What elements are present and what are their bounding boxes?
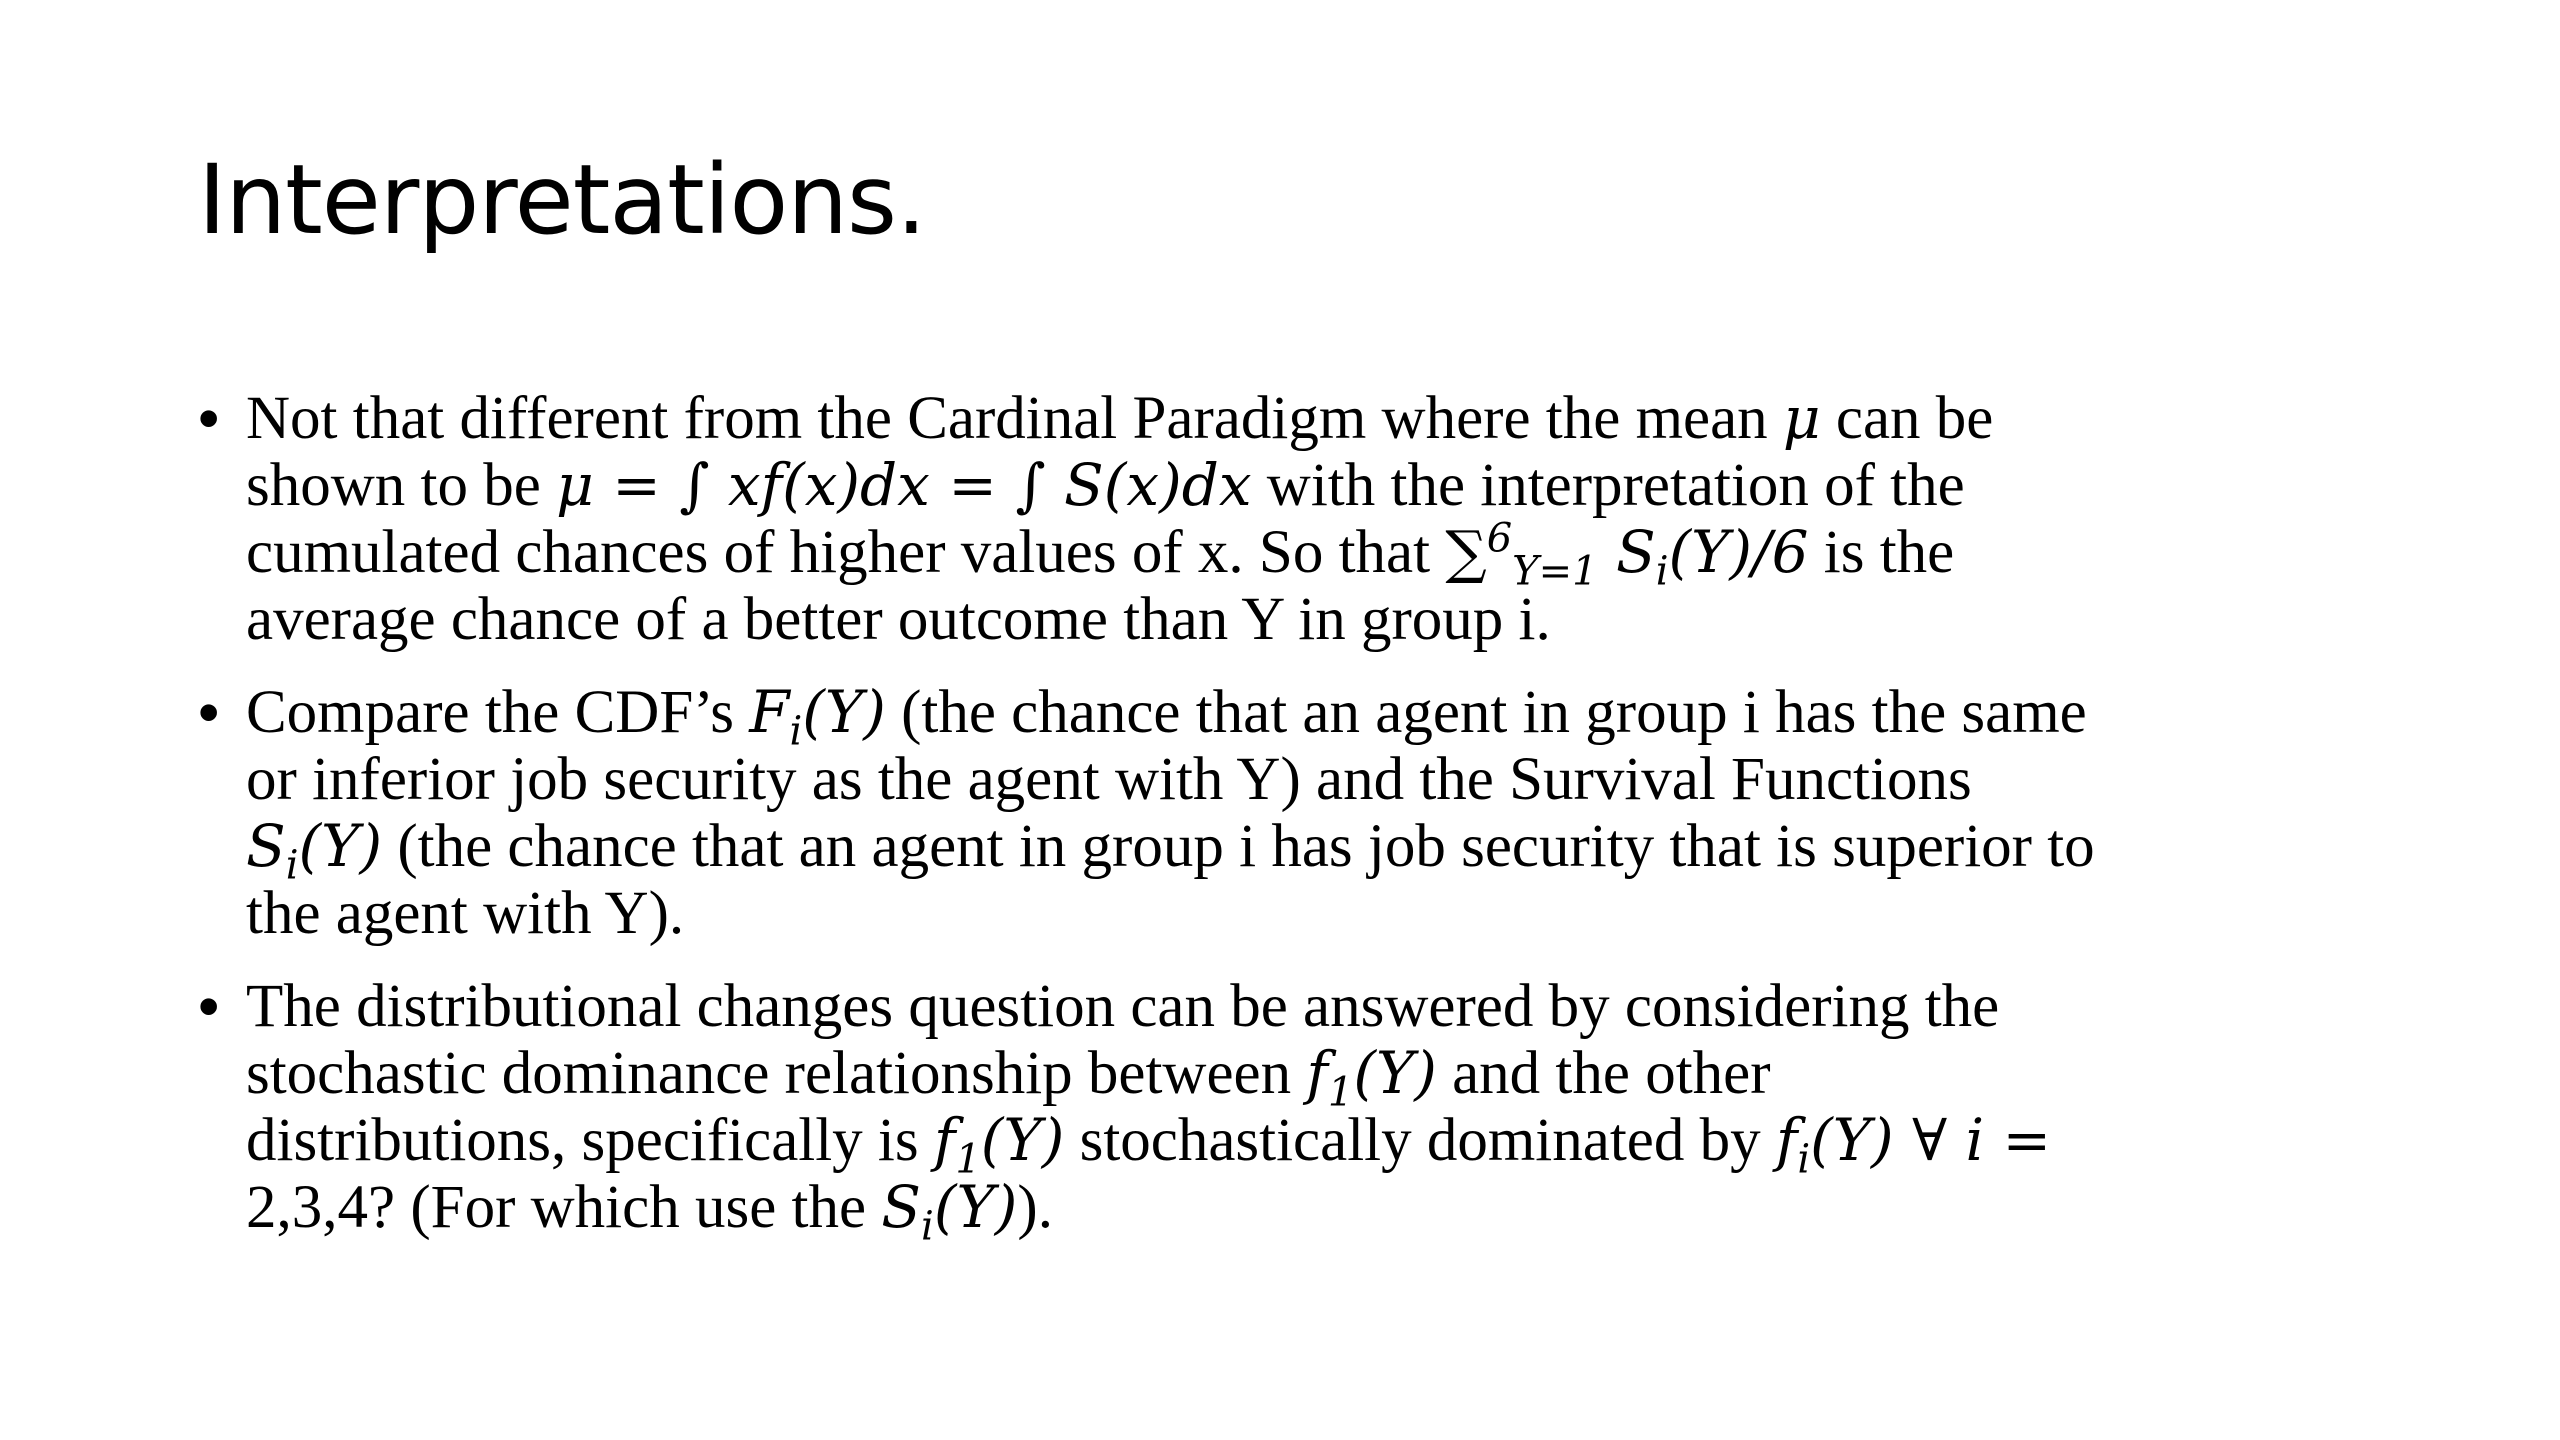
math-run: μ xyxy=(1782,384,1821,452)
text-run: Compare the CDF’s xyxy=(246,679,750,746)
math-symbol: S xyxy=(881,1173,922,1241)
math-symbol: (Y)/6 xyxy=(1668,518,1809,586)
text-run: shown to be xyxy=(246,452,557,519)
text-run: cumulated chances of higher values of x. So that xyxy=(246,519,1446,586)
subscript: 1 xyxy=(955,1136,981,1183)
math-run xyxy=(1775,1106,2052,1183)
text-run: ). xyxy=(1017,1174,1053,1241)
text-line xyxy=(246,880,2398,947)
text-line xyxy=(246,452,2398,519)
bullet-item xyxy=(198,972,2398,1250)
text-run: and the other xyxy=(1436,1040,1771,1107)
bullet-item xyxy=(198,385,2398,653)
math-symbol: (Y) ∀ i = xyxy=(1810,1106,2052,1174)
text-line xyxy=(246,678,2398,755)
math-run xyxy=(749,678,886,755)
math-symbol: f xyxy=(933,1106,956,1174)
text-run: is the xyxy=(1808,519,1955,586)
text-run: with the interpretation of the xyxy=(1251,452,1965,519)
math-run xyxy=(881,1173,1018,1250)
slide-title: Interpretations. xyxy=(198,144,926,256)
math-run xyxy=(246,812,383,889)
text-run: can be xyxy=(1820,385,1994,452)
subscript: 1 xyxy=(1327,1069,1354,1116)
text-run: The distributional changes question can be answered by considering the xyxy=(246,973,2000,1040)
math-run xyxy=(1445,515,1809,595)
subscript: i xyxy=(921,1203,934,1250)
subscript: i xyxy=(1655,548,1669,595)
math-symbol: S xyxy=(246,812,286,880)
text-line xyxy=(246,973,2398,1040)
text-run: stochastic dominance relationship between xyxy=(246,1040,1307,1107)
text-run: 2,3,4? (For which use the xyxy=(246,1174,882,1241)
math-symbol: S xyxy=(1597,518,1656,586)
text-run: or inferior job security as the agent with Y) and the Survival Functions xyxy=(246,746,1972,813)
bullet-list xyxy=(198,385,2398,1267)
math-symbol: (Y) xyxy=(298,812,383,880)
text-run: stochastically dominated by xyxy=(1064,1107,1776,1174)
text-line xyxy=(246,1039,2398,1116)
bullet-dot-icon: • xyxy=(198,972,220,1040)
bullet-item xyxy=(198,679,2398,947)
text-line xyxy=(246,812,2398,889)
subscript: i xyxy=(285,842,299,889)
text-line xyxy=(246,385,2398,452)
math-symbol: (Y) xyxy=(933,1173,1018,1241)
text-run: (the chance that an agent in group i has job security that is superior to xyxy=(382,813,2095,880)
math-symbol: f xyxy=(1306,1039,1328,1107)
text-line xyxy=(246,1106,2398,1183)
subscript: i xyxy=(789,708,803,755)
bullet-dot-icon: • xyxy=(198,678,220,746)
text-run: distributions, specifically is xyxy=(246,1107,934,1174)
bullet-dot-icon: • xyxy=(198,384,220,452)
math-symbol: F xyxy=(749,678,790,746)
text-line xyxy=(246,586,2398,653)
math-run xyxy=(1306,1039,1437,1116)
text-run: average chance of a better outcome than Y in group i. xyxy=(246,586,1551,653)
math-symbol: (Y) xyxy=(1353,1039,1437,1107)
text-run: Not that different from the Cardinal Paradigm where the mean xyxy=(246,385,1783,452)
superscript: 6 xyxy=(1486,515,1513,562)
math-symbol: (Y) xyxy=(980,1106,1065,1174)
text-run: (the chance that an agent in group i has the same xyxy=(885,679,2087,746)
subscript: i xyxy=(1797,1136,1811,1183)
text-line xyxy=(246,1173,2398,1250)
text-line xyxy=(246,746,2398,813)
math-run xyxy=(933,1106,1065,1183)
math-symbol: f xyxy=(1775,1106,1798,1174)
text-line xyxy=(246,515,2398,595)
math-symbol: (Y) xyxy=(802,678,886,746)
text-run: the agent with Y). xyxy=(246,880,685,947)
subscript: Y=1 xyxy=(1512,548,1598,595)
math-run: μ = ∫ xf(x)dx = ∫ S(x)dx xyxy=(556,451,1252,519)
sum-symbol: ∑ xyxy=(1445,518,1487,586)
